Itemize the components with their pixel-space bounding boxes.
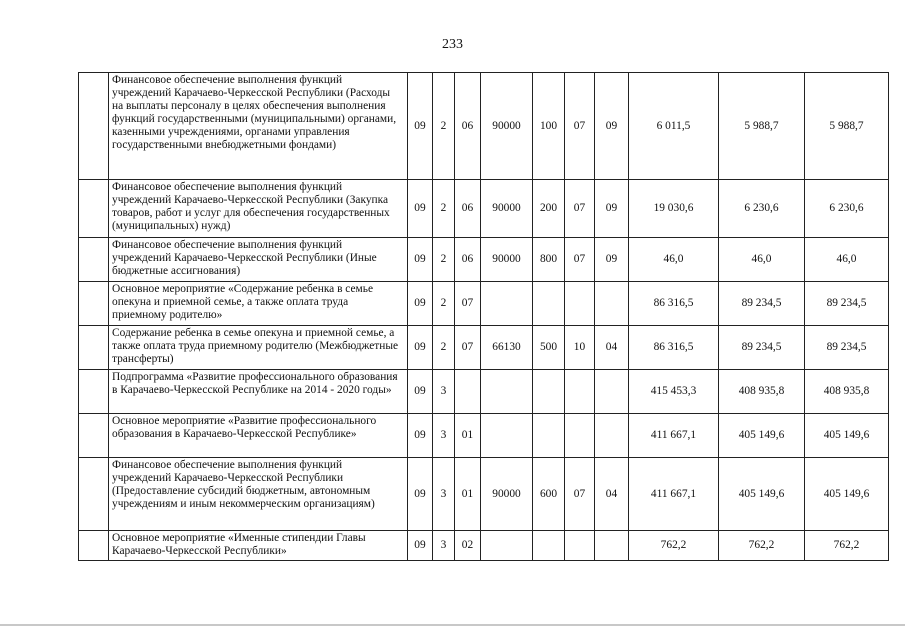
value-cell: 405 149,6 [805,414,889,458]
code-cell [595,414,629,458]
code-cell: 90000 [481,180,533,238]
code-cell: 2 [433,180,455,238]
value-cell: 408 935,8 [719,370,805,414]
scan-edge-divider [0,624,905,626]
code-cell: 90000 [481,73,533,180]
code-cell: 2 [433,282,455,326]
value-cell: 5 988,7 [719,73,805,180]
code-cell: 09 [408,326,433,370]
row-name: Финансовое обеспечение выполнения функций учреждений Карачаево-Черкесской Республики (Предоставление субсидий бюджетным, автономным учреждениям и иным некоммерческим организациям) [109,458,408,531]
code-cell [533,414,565,458]
value-cell: 89 234,5 [805,326,889,370]
code-cell: 90000 [481,458,533,531]
code-cell [533,370,565,414]
code-cell: 04 [595,458,629,531]
table-row [79,458,889,531]
code-cell [455,370,481,414]
code-cell: 100 [533,73,565,180]
blank-cell [79,73,109,180]
code-cell: 01 [455,458,481,531]
code-cell: 800 [533,238,565,282]
blank-cell [79,531,109,561]
blank-cell [79,282,109,326]
code-cell [565,282,595,326]
code-cell [481,370,533,414]
code-cell: 10 [565,326,595,370]
row-name: Основное мероприятие «Развитие профессионального образования в Карачаево-Черкесской Республике» [109,414,408,458]
code-cell: 600 [533,458,565,531]
code-cell [565,370,595,414]
value-cell: 411 667,1 [629,458,719,531]
code-cell: 2 [433,73,455,180]
value-cell: 86 316,5 [629,326,719,370]
code-cell: 07 [565,73,595,180]
code-cell: 07 [565,238,595,282]
code-cell: 2 [433,326,455,370]
code-cell [481,531,533,561]
value-cell: 89 234,5 [805,282,889,326]
table-row [79,282,889,326]
value-cell: 46,0 [629,238,719,282]
code-cell [481,282,533,326]
code-cell: 09 [408,370,433,414]
value-cell: 86 316,5 [629,282,719,326]
code-cell: 3 [433,414,455,458]
code-cell: 07 [565,180,595,238]
code-cell: 09 [408,180,433,238]
code-cell: 07 [565,458,595,531]
code-cell: 200 [533,180,565,238]
value-cell: 415 453,3 [629,370,719,414]
blank-cell [79,370,109,414]
code-cell: 06 [455,180,481,238]
value-cell: 762,2 [629,531,719,561]
code-cell [595,370,629,414]
code-cell: 09 [595,238,629,282]
code-cell: 09 [595,73,629,180]
code-cell: 07 [455,282,481,326]
value-cell: 46,0 [719,238,805,282]
table-row [79,180,889,238]
code-cell: 04 [595,326,629,370]
code-cell [481,414,533,458]
code-cell: 07 [455,326,481,370]
value-cell: 762,2 [805,531,889,561]
row-name: Финансовое обеспечение выполнения функций учреждений Карачаево-Черкесской Республики (Закупка товаров, работ и услуг для обеспечения государственных (муниципальных) нужд) [109,180,408,238]
value-cell: 762,2 [719,531,805,561]
code-cell: 09 [408,458,433,531]
row-name: Подпрограмма «Развитие профессионального образования в Карачаево-Черкесской Республике на 2014 - 2020 годы» [109,370,408,414]
page-number: 233 [442,37,463,52]
value-cell: 19 030,6 [629,180,719,238]
value-cell: 405 149,6 [719,414,805,458]
code-cell: 09 [408,73,433,180]
value-cell: 408 935,8 [805,370,889,414]
code-cell [533,282,565,326]
code-cell: 01 [455,414,481,458]
blank-cell [79,458,109,531]
value-cell: 405 149,6 [719,458,805,531]
blank-cell [79,326,109,370]
value-cell: 411 667,1 [629,414,719,458]
value-cell: 405 149,6 [805,458,889,531]
code-cell: 3 [433,458,455,531]
code-cell [595,531,629,561]
table-row [79,326,889,370]
code-cell [565,414,595,458]
value-cell: 6 011,5 [629,73,719,180]
code-cell: 09 [408,238,433,282]
code-cell [565,531,595,561]
table-row [79,73,889,180]
budget-table [78,72,889,561]
code-cell: 90000 [481,238,533,282]
code-cell: 09 [408,282,433,326]
table-row [79,238,889,282]
value-cell: 46,0 [805,238,889,282]
code-cell [533,531,565,561]
code-cell: 66130 [481,326,533,370]
row-name: Финансовое обеспечение выполнения функций учреждений Карачаево-Черкесской Республики (Расходы на выплаты персоналу в целях обеспечения выполнения функций государственными (муниципальными) органами, казенными учреждениями, органами управления государственными внебюджетными фондами) [109,73,408,180]
code-cell: 02 [455,531,481,561]
value-cell: 6 230,6 [805,180,889,238]
blank-cell [79,238,109,282]
code-cell: 06 [455,238,481,282]
row-name: Содержание ребенка в семье опекуна и приемной семье, а также оплата труда приемному родителю (Межбюджетные трансферты) [109,326,408,370]
code-cell: 2 [433,238,455,282]
row-name: Основное мероприятие «Содержание ребенка в семье опекуна и приемной семье, а также оплата труда приемному родителю» [109,282,408,326]
code-cell: 09 [408,531,433,561]
table-row [79,370,889,414]
code-cell: 06 [455,73,481,180]
row-name: Финансовое обеспечение выполнения функций учреждений Карачаево-Черкесской Республики (Иные бюджетные ассигнования) [109,238,408,282]
value-cell: 89 234,5 [719,326,805,370]
code-cell: 09 [595,180,629,238]
value-cell: 89 234,5 [719,282,805,326]
table-row [79,531,889,561]
blank-cell [79,414,109,458]
blank-cell [79,180,109,238]
code-cell: 500 [533,326,565,370]
code-cell [595,282,629,326]
code-cell: 3 [433,370,455,414]
code-cell: 3 [433,531,455,561]
value-cell: 6 230,6 [719,180,805,238]
code-cell: 09 [408,414,433,458]
row-name: Основное мероприятие «Именные стипендии Главы Карачаево-Черкесской Республики» [109,531,408,561]
table-row [79,414,889,458]
value-cell: 5 988,7 [805,73,889,180]
